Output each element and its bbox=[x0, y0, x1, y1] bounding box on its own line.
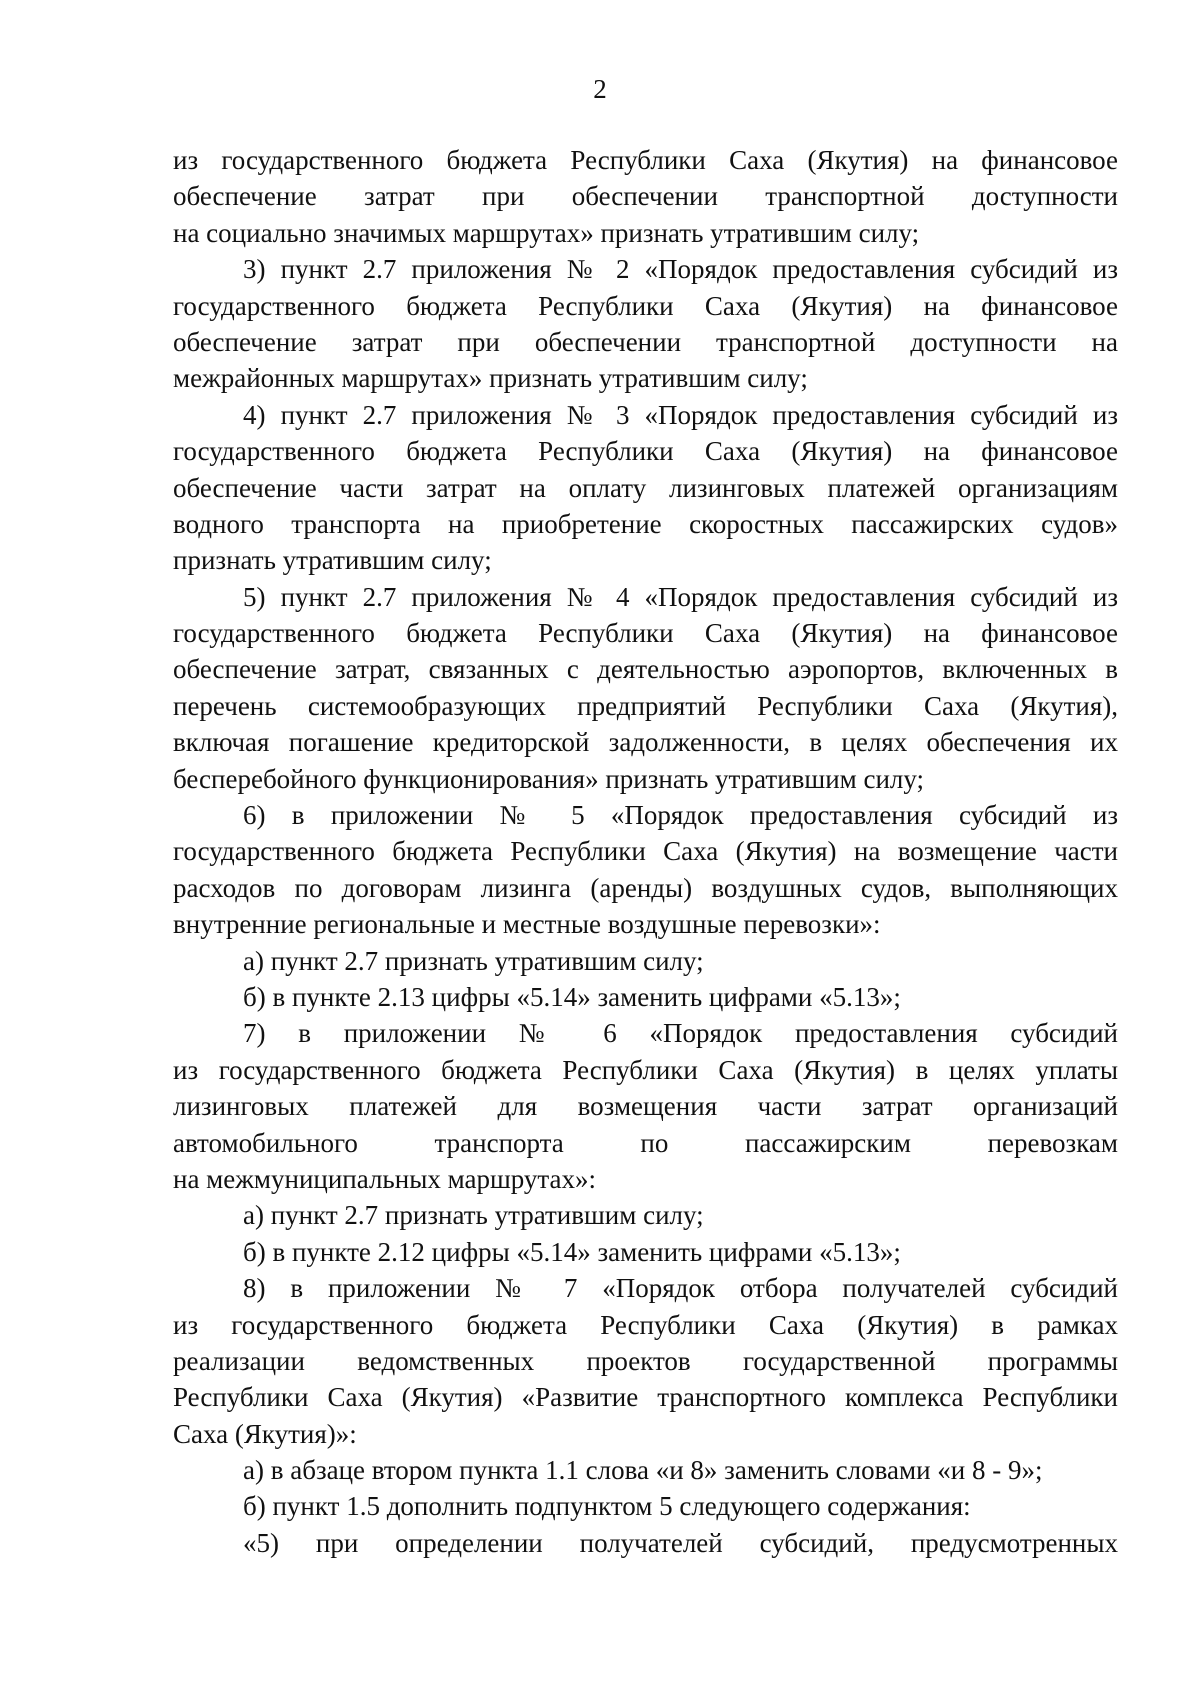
text-line: б) в пункте 2.12 цифры «5.14» заменить цифрами «5.13»; bbox=[243, 1236, 901, 1267]
text-line: государственного бюджета Республики Саха (Якутия) на финансовое bbox=[173, 290, 1118, 321]
text-line: государственного бюджета Республики Саха (Якутия) на финансовое bbox=[173, 436, 1118, 467]
text-line: обеспечение затрат при обеспечении транспортной доступности на bbox=[173, 326, 1118, 357]
text-line: государственного бюджета Республики Саха (Якутия) на финансовое bbox=[173, 618, 1118, 649]
text-line: обеспечение части затрат на оплату лизинговых платежей организациям bbox=[173, 472, 1118, 503]
text-line: обеспечение затрат, связанных с деятельностью аэропортов, включенных в bbox=[173, 654, 1118, 685]
text-line: на социально значимых маршрутах» признать утратившим силу; bbox=[173, 217, 920, 248]
text-line: бесперебойного функционирования» признать утратившим силу; bbox=[173, 763, 925, 794]
text-line: 8) в приложении № 7 «Порядок отбора получателей субсидий bbox=[243, 1273, 1118, 1304]
text-line: из государственного бюджета Республики Саха (Якутия) на финансовое bbox=[173, 145, 1118, 175]
text-line: лизинговых платежей для возмещения части затрат организаций bbox=[173, 1091, 1118, 1122]
text-line: водного транспорта на приобретение скоростных пассажирских судов» bbox=[173, 508, 1118, 539]
page-number: 2 bbox=[593, 74, 607, 104]
text-line: а) пункт 2.7 признать утратившим силу; bbox=[243, 1200, 704, 1231]
text-line: 4) пункт 2.7 приложения № 3 «Порядок предоставления субсидий из bbox=[243, 399, 1118, 430]
text-line: а) в абзаце втором пункта 1.1 слова «и 8» заменить словами «и 8 - 9»; bbox=[243, 1455, 1043, 1486]
text-line: 5) пункт 2.7 приложения № 4 «Порядок предоставления субсидий из bbox=[243, 581, 1118, 612]
text-line: автомобильного транспорта по пассажирским перевозкам bbox=[173, 1127, 1118, 1158]
text-line: а) пункт 2.7 признать утратившим силу; bbox=[243, 945, 704, 976]
text-line: на межмуниципальных маршрутах»: bbox=[173, 1163, 597, 1194]
text-line: обеспечение затрат при обеспечении транспортной доступности bbox=[173, 181, 1118, 212]
text-line: из государственного бюджета Республики Саха (Якутия) в рамках bbox=[173, 1309, 1118, 1340]
text-line: межрайонных маршрутах» признать утратившим силу; bbox=[173, 363, 808, 394]
text-line: Республики Саха (Якутия) «Развитие транспортного комплекса Республики bbox=[173, 1382, 1118, 1413]
document-body bbox=[173, 142, 1118, 1561]
text-line: перечень системообразующих предприятий Республики Саха (Якутия), bbox=[173, 690, 1118, 721]
text-line: из государственного бюджета Республики Саха (Якутия) в целях уплаты bbox=[173, 1054, 1118, 1085]
text-line: 6) в приложении № 5 «Порядок предоставления субсидий из bbox=[243, 800, 1118, 831]
text-line: признать утратившим силу; bbox=[173, 545, 492, 576]
text-line: б) пункт 1.5 дополнить подпунктом 5 следующего содержания: bbox=[243, 1491, 971, 1522]
text-line: 7) в приложении № 6 «Порядок предоставления субсидий bbox=[243, 1018, 1118, 1049]
text-line: государственного бюджета Республики Саха (Якутия) на возмещение части bbox=[173, 836, 1118, 867]
text-line: расходов по договорам лизинга (аренды) воздушных судов, выполняющих bbox=[173, 872, 1118, 903]
text-line: внутренние региональные и местные воздушные перевозки»: bbox=[173, 909, 881, 940]
text-line: Саха (Якутия)»: bbox=[173, 1418, 357, 1449]
text-line: «5) при определении получателей субсидий, предусмотренных bbox=[243, 1527, 1118, 1558]
text-line: включая погашение кредиторской задолженности, в целях обеспечения их bbox=[173, 727, 1118, 758]
text-line: 3) пункт 2.7 приложения № 2 «Порядок предоставления субсидий из bbox=[243, 254, 1118, 285]
text-line: реализации ведомственных проектов государственной программы bbox=[173, 1345, 1118, 1376]
text-line: б) в пункте 2.13 цифры «5.14» заменить цифрами «5.13»; bbox=[243, 981, 901, 1012]
